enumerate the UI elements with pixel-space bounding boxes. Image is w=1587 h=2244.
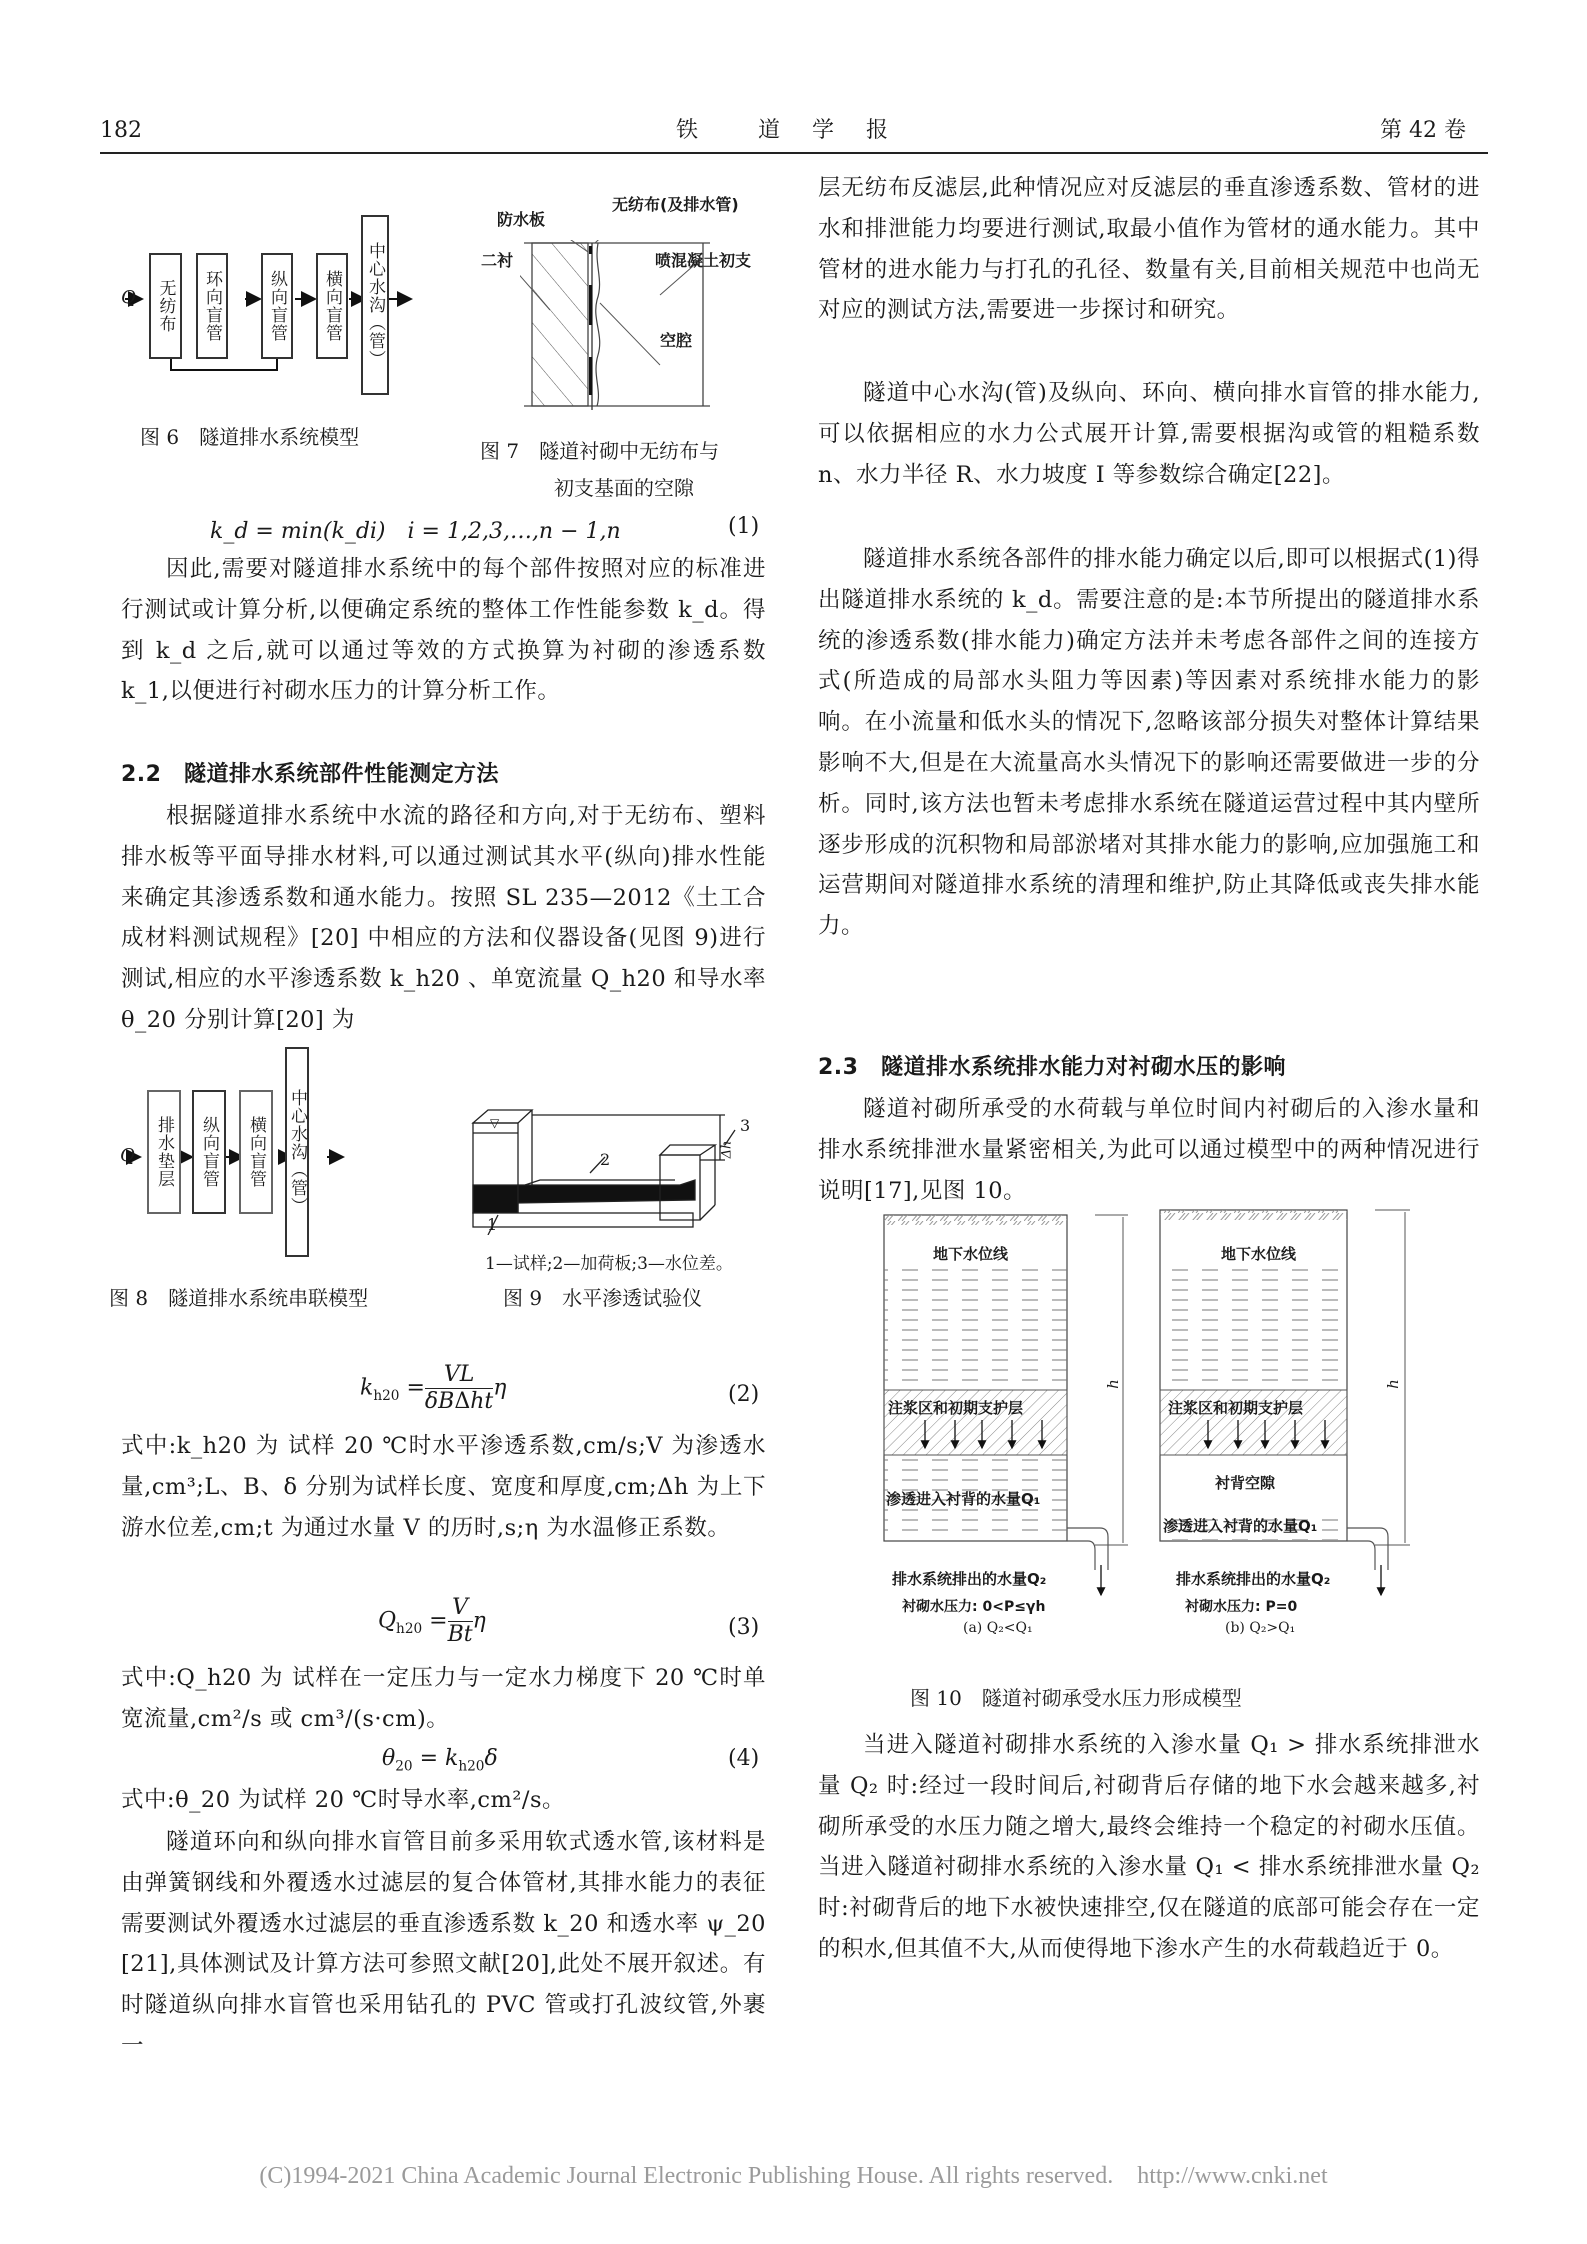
equation-3: $Q_{h20}$ = $\frac{V}{Bt}$ η <box>378 1595 486 1647</box>
equation-2-number: (2) <box>728 1382 760 1407</box>
fig10b-pressure: 衬砌水压力: P=0 <box>1185 1599 1298 1615</box>
paragraph: 层无纺布反滤层,此种情况应对反滤层的垂直渗透系数、管材的进水和排泄能力均要进行测试,取最小值作为管材的通水能力。其中管材的进水能力与打孔的孔径、数量有关,目前相关规范中也尚无对应的测试方法,需要进一步探讨和研究。 <box>818 175 1480 324</box>
fig6-box-label: 横向盲管 <box>322 270 342 342</box>
left-para-1 <box>121 549 766 712</box>
fig6-box <box>149 253 182 359</box>
fig6-box-label: 中心水沟（管） <box>365 242 385 368</box>
fig8-box <box>192 1090 226 1214</box>
fig9-apparatus <box>470 1085 770 1235</box>
copyright-notice: (C)1994-2021 China Academic Journal Electronic Publishing House. All rights reserved. <box>259 2163 1114 2189</box>
fig7-caption-line2: 初支基面的空隙 <box>554 476 694 500</box>
page-number: 182 <box>100 118 142 143</box>
fig8-caption: 图 8 隧道排水系统串联模型 <box>109 1286 369 1310</box>
fig7-caption: 图 7 隧道衬砌中无纺布与 <box>480 439 720 463</box>
fig10b-void: 衬背空隙 <box>1215 1474 1276 1492</box>
equation-3-number: (3) <box>728 1615 760 1640</box>
journal-title-char: 学 <box>812 118 835 143</box>
fig9-label-1: 1 <box>487 1215 498 1234</box>
right-para-4 <box>818 1089 1480 1211</box>
fig8-box-label: 纵向盲管 <box>199 1116 219 1188</box>
fig6-caption: 图 6 隧道排水系统模型 <box>140 425 360 449</box>
paragraph: 隧道衬砌所承受的水荷载与单位时间内衬砌后的入渗水量和排水系统排泄水量紧密相关,为此可以通过模型中的两种情况进行说明[17],见图 10。 <box>818 1096 1480 1204</box>
fig6-box <box>316 253 348 359</box>
fig9-caption: 图 9 水平渗透试验仪 <box>503 1286 703 1310</box>
equation-4: $\theta_{20} = k_{h20}\delta$ <box>382 1746 498 1775</box>
fig6-box <box>361 215 389 395</box>
header-rule <box>100 152 1488 154</box>
fig10b-inflow: 渗透进入衬背的水量Q₁ <box>1163 1517 1318 1535</box>
left-para-2 <box>121 796 766 1041</box>
fig9-dh-label: Δh <box>719 1140 735 1159</box>
fig10a-subcaption: (a) Q₂<Q₁ <box>963 1620 1033 1636</box>
fig10b-water-table: 地下水位线 <box>1221 1245 1297 1263</box>
left-para-5 <box>121 1780 766 1821</box>
fig10a-inflow: 渗透进入衬背的水量Q₁ <box>886 1490 1041 1508</box>
fig8-box <box>147 1090 181 1214</box>
fig10a-outflow: 排水系统排出的水量Q₂ <box>892 1570 1047 1588</box>
paragraph: 根据隧道排水系统中水流的路径和方向,对于无纺布、塑料排水板等平面导排水材料,可以通过测试其水平(纵向)排水性能来确定其渗透系数和通水能力。按照 SL 235—2012《土工合成材料测试规程》[20] 中相应的方法和仪器设备(见图 9)进行测试,相应的水平渗透系数 k_h20 、单宽流量 Q_h20 和导水率 θ_20 分别计算[20] 为 <box>121 803 766 1033</box>
left-para-3 <box>121 1426 766 1548</box>
fig10b-grout-layer: 注浆区和初期支护层 <box>1168 1399 1304 1417</box>
paragraph: 隧道排水系统各部件的排水能力确定以后,即可以根据式(1)得出隧道排水系统的 k_d。需要注意的是:本节所提出的隧道排水系统的渗透系数(排水能力)确定方法并未考虑各部件之间的连接方式(所造成的局部水头阻力等因素)等因素对系统排水能力的影响。在小流量和低水头的情况下,忽略该部分损失对整体计算结果影响不大,但是在大流量高水头情况下的影响还需要做进一步的分析。同时,该方法也暂未考虑排水系统在隧道运营过程中其内壁所逐步形成的沉积物和局部淤堵对其排水能力的影响,应加强施工和运营期间对隧道排水系统的清理和维护,防止其降低或丧失排水能力。 <box>818 546 1480 940</box>
fig10a-h-label: h <box>1103 1379 1122 1389</box>
right-para-3 <box>818 539 1480 947</box>
fig10a-grout-layer: 注浆区和初期支护层 <box>888 1399 1024 1417</box>
fig7-label-waterproof: 防水板 <box>497 210 546 229</box>
fig7-label-cavity: 空腔 <box>660 331 693 350</box>
fig9-label-2: 2 <box>600 1150 611 1169</box>
fig7-label-nonwoven: 无纺布(及排水管) <box>612 195 739 214</box>
fig9-label-3: 3 <box>740 1116 751 1135</box>
fig8-box-label: 排水垫层 <box>154 1116 174 1188</box>
right-para-2 <box>818 373 1480 495</box>
fig6-box <box>196 253 228 359</box>
fig10a-water-table: 地下水位线 <box>933 1245 1009 1263</box>
equation-2: $k_{h20}$ = $\frac{VL}{\text{δBΔht}}$ η <box>360 1362 507 1414</box>
paragraph: 式中:k_h20 为 试样 20 ℃时水平渗透系数,cm/s;V 为渗透水量,cm³;L、B、δ 分别为试样长度、宽度和厚度,cm;Δh 为上下游水位差,cm;t 为通过水量 V 的历时,s;η 为水温修正系数。 <box>121 1433 766 1541</box>
fig6-box-label: 环向盲管 <box>202 270 222 342</box>
equation-1-number: (1) <box>728 514 760 539</box>
left-para-4 <box>121 1658 766 1740</box>
fig6-box-label: 无纺布 <box>155 279 176 333</box>
fig8-box <box>285 1047 309 1257</box>
equation-4-number: (4) <box>728 1746 760 1771</box>
section-heading-2-3: 2.3 隧道排水系统排水能力对衬砌水压的影响 <box>818 1055 1286 1080</box>
fig6-box <box>261 253 293 359</box>
paragraph: 式中:θ_20 为试样 20 ℃时导水率,cm²/s。 <box>121 1787 565 1813</box>
fig10a-pressure: 衬砌水压力: 0<P≤γh <box>902 1599 1046 1615</box>
fig10b-subcaption: (b) Q₂>Q₁ <box>1225 1620 1296 1636</box>
fig8-input-label: Q <box>120 1145 135 1166</box>
fig9-legend: 1—试样;2—加荷板;3—水位差。 <box>485 1254 733 1274</box>
section-heading-2-2: 2.2 隧道排水系统部件性能测定方法 <box>121 762 499 787</box>
fig8-box-label: 中心水沟（管） <box>287 1089 307 1215</box>
volume-label: 第 42 卷 <box>1380 118 1466 143</box>
fig10-caption: 图 10 隧道衬砌承受水压力形成模型 <box>910 1686 1242 1710</box>
right-para-1 <box>818 168 1480 331</box>
fig7-label-shotcrete: 喷混凝土初支 <box>655 251 752 270</box>
journal-title-char: 道 <box>758 118 781 143</box>
fig6-input-label: Q <box>121 287 136 308</box>
paragraph: 隧道中心水沟(管)及纵向、环向、横向排水盲管的排水能力,可以依据相应的水力公式展开计算,需要根据沟或管的粗糙系数 n、水力半径 R、水力坡度 I 等参数综合确定[22]。 <box>818 380 1480 488</box>
footer <box>0 2163 1587 2190</box>
footer-url[interactable]: http://www.cnki.net <box>1137 2163 1328 2189</box>
journal-title-char: 报 <box>866 118 889 143</box>
fig10b-outflow: 排水系统排出的水量Q₂ <box>1176 1570 1331 1588</box>
right-para-5 <box>818 1725 1480 1970</box>
fig8-box-label: 横向盲管 <box>246 1116 266 1188</box>
fig8-box <box>239 1090 273 1214</box>
paragraph: 隧道环向和纵向排水盲管目前多采用软式透水管,该材料是由弹簧钢线和外覆透水过滤层的复合体管材,其排水能力的表征需要测试外覆透水过滤层的垂直渗透系数 k_20 和透水率 ψ_20 [21],具体测试及计算方法可参照文献[20],此处不展开叙述。有时隧道纵向排水盲管也采用钻孔的 PVC 管或打孔波纹管,外裹一 <box>121 1829 766 2059</box>
svg-text:▽: ▽ <box>490 1116 500 1130</box>
paragraph: 因此,需要对隧道排水系统中的每个部件按照对应的标准进行测试或计算分析,以便确定系统的整体工作性能参数 k_d。得到 k_d 之后,就可以通过等效的方式换算为衬砌的渗透系数 k_1,以便进行衬砌水压力的计算分析工作。 <box>121 556 766 705</box>
journal-title-char: 铁 <box>676 118 699 143</box>
fig10b-h-label: h <box>1383 1379 1402 1389</box>
paragraph: 式中:Q_h20 为 试样在一定压力与一定水力梯度下 20 ℃时单宽流量,cm²/s 或 cm³/(s·cm)。 <box>121 1665 766 1732</box>
equation-1: k_d = min(k_di) i = 1,2,3,…,n − 1,n <box>210 519 621 544</box>
left-para-6 <box>121 1822 766 2067</box>
paragraph: 当进入隧道衬砌排水系统的入渗水量 Q₁ > 排水系统排泄水量 Q₂ 时:经过一段时间后,衬砌背后存储的地下水会越来越多,衬砌所承受的水压力随之增大,最终会维持一个稳定的衬砌水压值。当进入隧道衬砌排水系统的入渗水量 Q₁ < 排水系统排泄水量 Q₂ 时:衬砌背后的地下水被快速排空,仅在隧道的底部可能会存在一定的积水,但其值不大,从而使得地下渗水产生的水荷载趋近于 0。 <box>818 1732 1480 1962</box>
fig6-box-label: 纵向盲管 <box>267 270 287 342</box>
fig7-label-lining: 二衬 <box>481 251 514 270</box>
